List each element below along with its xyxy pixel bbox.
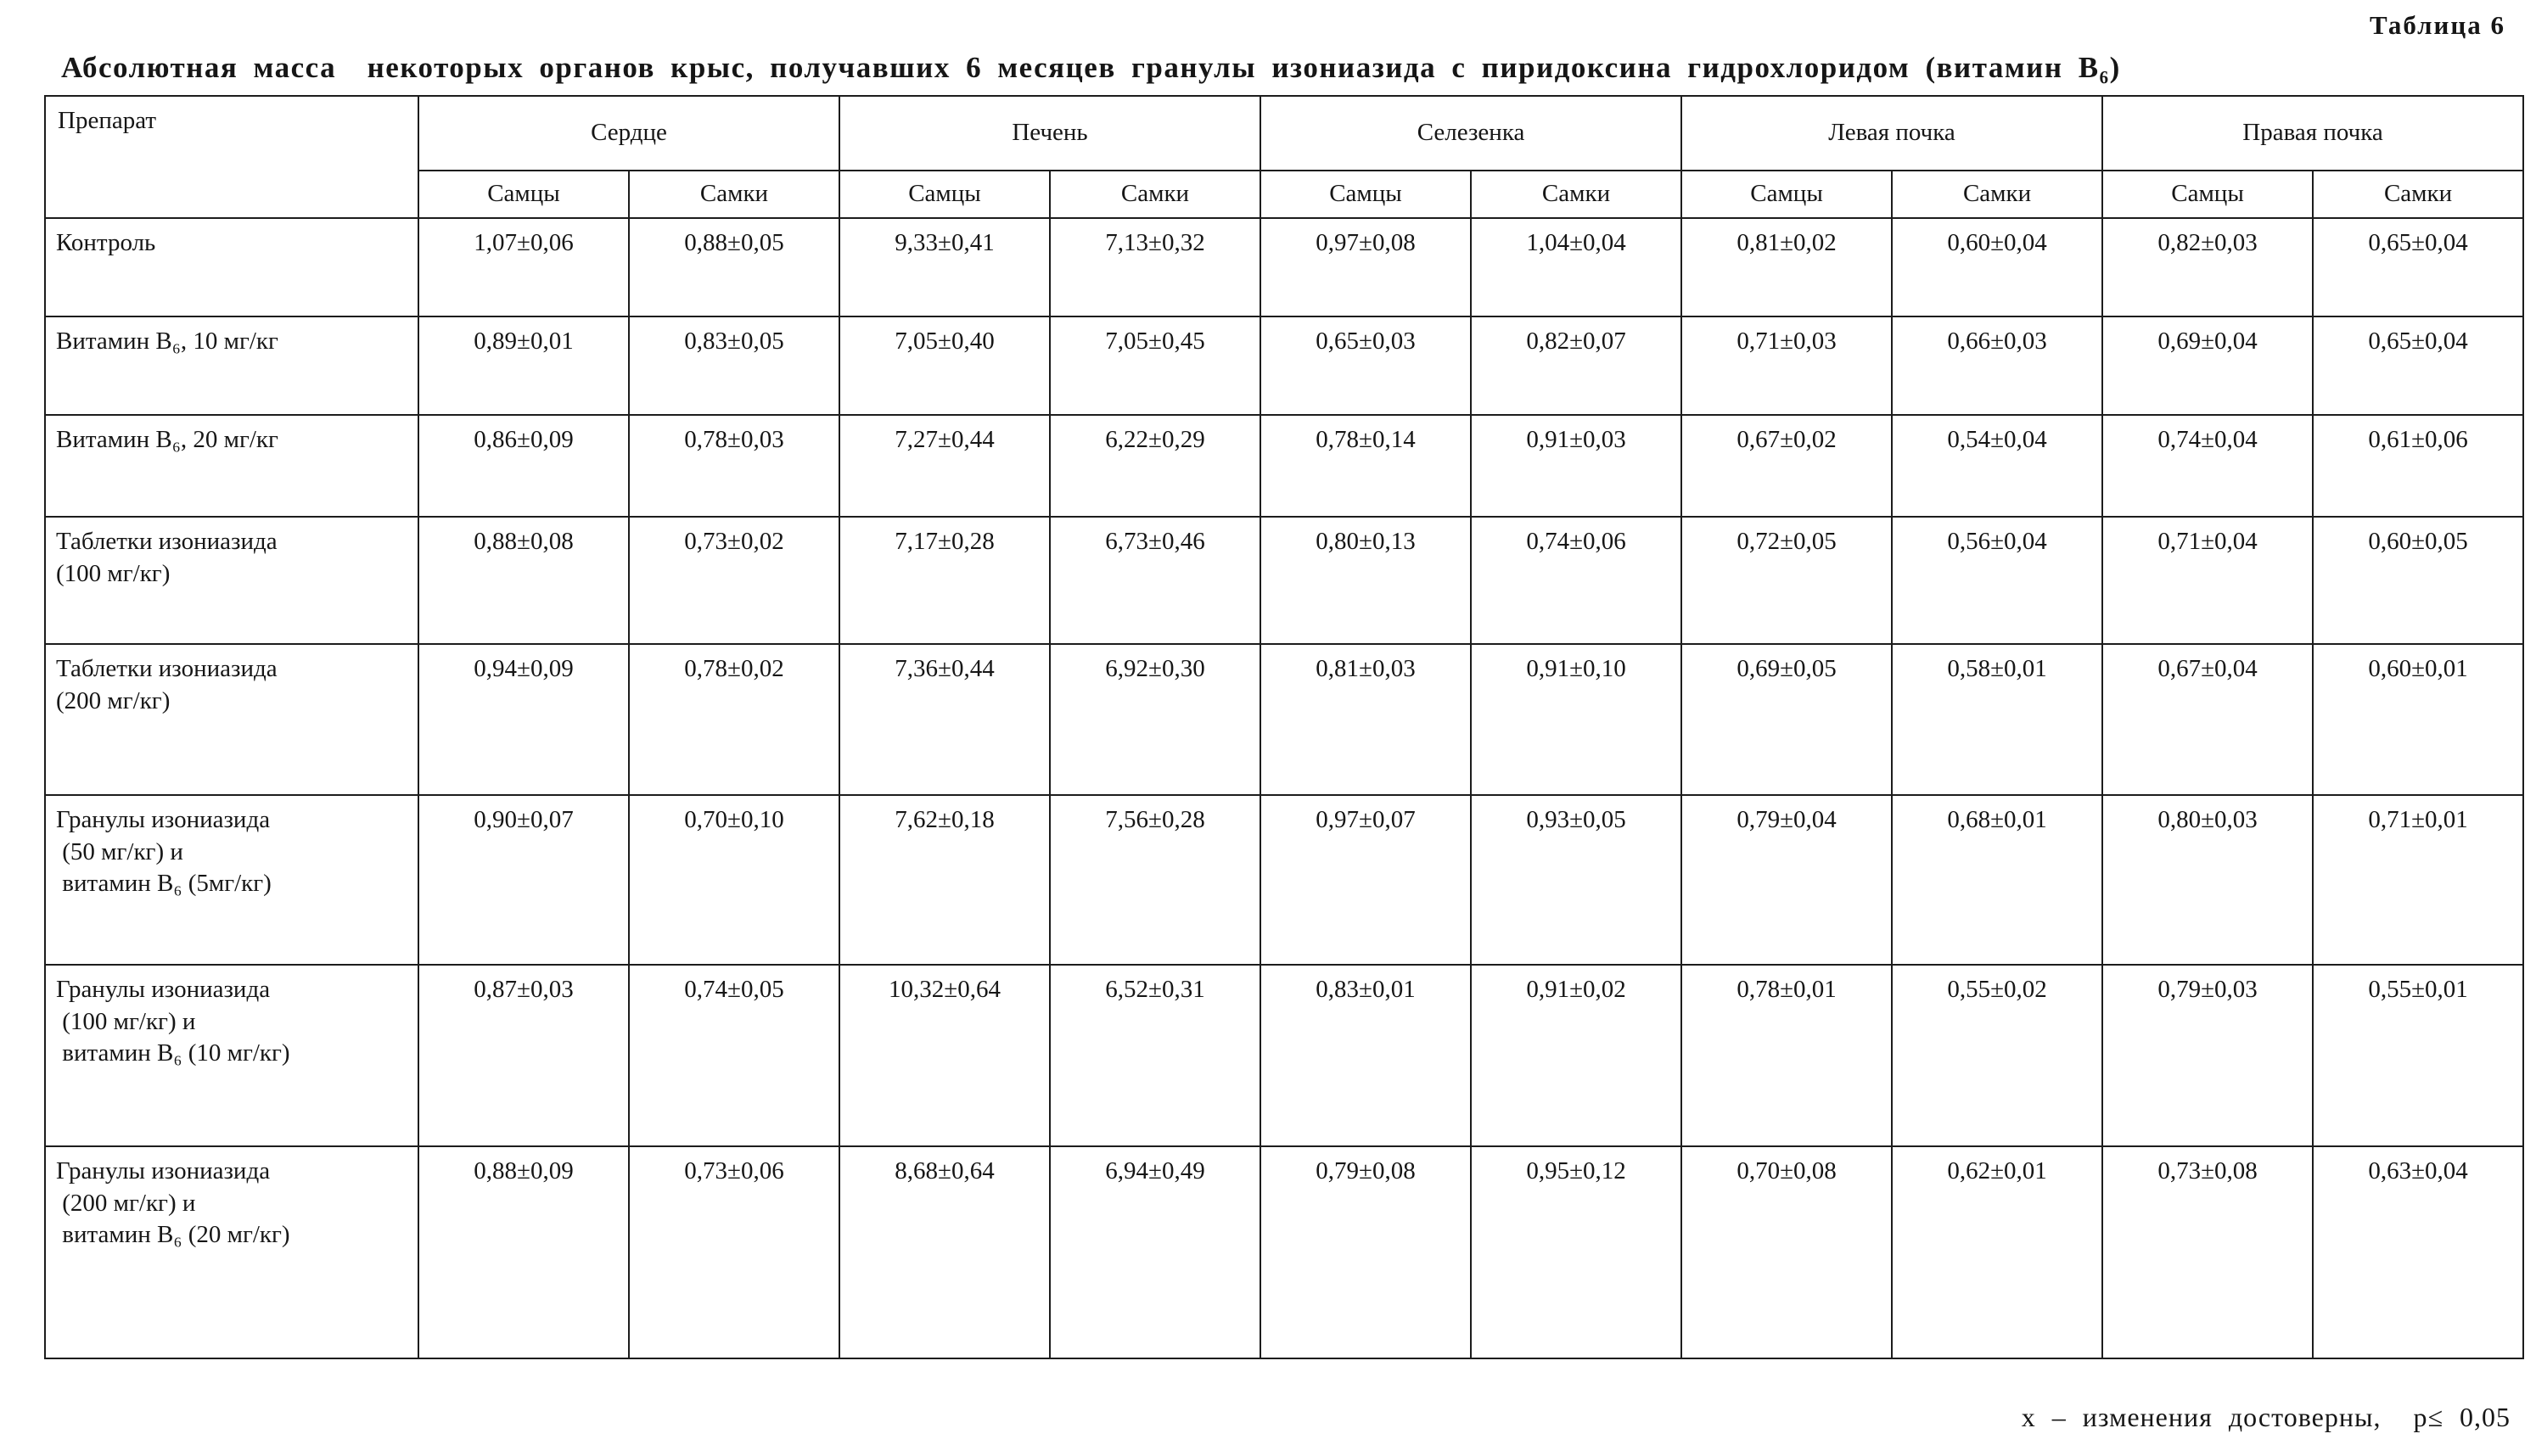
column-group-spleen: Селезенка — [1260, 96, 1681, 171]
value-cell: 0,67±0,04 — [2102, 644, 2313, 795]
table-row — [45, 517, 2523, 644]
value-cell: 0,72±0,05 — [1681, 517, 1892, 644]
table-row — [45, 218, 2523, 316]
sex-header-females: Самки — [1050, 171, 1260, 218]
table-row — [45, 1146, 2523, 1358]
value-cell: 9,33±0,41 — [839, 218, 1050, 316]
value-cell: 0,94±0,09 — [418, 644, 629, 795]
table-row — [45, 316, 2523, 415]
column-group-heart: Сердце — [418, 96, 839, 171]
value-cell: 0,70±0,10 — [629, 795, 839, 965]
sex-header-females: Самки — [1471, 171, 1681, 218]
value-cell: 0,73±0,06 — [629, 1146, 839, 1358]
value-cell: 0,55±0,01 — [2313, 965, 2523, 1146]
document-title: Абсолютная масса некоторых органов крыс, получавших 6 месяцев гранулы изониазида с пиридоксина гидрохлоридом (витамин В₆) — [61, 51, 2121, 84]
drug-name-cell: Таблетки изониазида (200 мг/кг) — [45, 644, 418, 795]
value-cell: 0,65±0,04 — [2313, 218, 2523, 316]
value-cell: 10,32±0,64 — [839, 965, 1050, 1146]
value-cell: 0,97±0,08 — [1260, 218, 1471, 316]
column-header-preparat: Препарат — [45, 96, 418, 218]
column-group-right-kidney: Правая почка — [2102, 96, 2523, 171]
value-cell: 0,74±0,05 — [629, 965, 839, 1146]
sex-header-males: Самцы — [418, 171, 629, 218]
value-cell: 0,73±0,08 — [2102, 1146, 2313, 1358]
drug-name-cell: Гранулы изониазида (100 мг/кг) и витамин В₆ (10 мг/кг) — [45, 965, 418, 1146]
value-cell: 0,91±0,10 — [1471, 644, 1681, 795]
drug-name-cell: Контроль — [45, 218, 418, 316]
value-cell: 0,83±0,05 — [629, 316, 839, 415]
drug-name-cell: Витамин В₆, 10 мг/кг — [45, 316, 418, 415]
value-cell: 0,81±0,02 — [1681, 218, 1892, 316]
value-cell: 0,62±0,01 — [1892, 1146, 2102, 1358]
column-group-liver: Печень — [839, 96, 1260, 171]
drug-name-cell: Гранулы изониазида (200 мг/кг) и витамин В₆ (20 мг/кг) — [45, 1146, 418, 1358]
value-cell: 1,04±0,04 — [1471, 218, 1681, 316]
value-cell: 0,80±0,13 — [1260, 517, 1471, 644]
drug-name-cell: Таблетки изониазида (100 мг/кг) — [45, 517, 418, 644]
value-cell: 7,05±0,40 — [839, 316, 1050, 415]
value-cell: 0,79±0,08 — [1260, 1146, 1471, 1358]
value-cell: 0,90±0,07 — [418, 795, 629, 965]
value-cell: 0,91±0,03 — [1471, 415, 1681, 517]
value-cell: 1,07±0,06 — [418, 218, 629, 316]
value-cell: 6,22±0,29 — [1050, 415, 1260, 517]
table-row — [45, 644, 2523, 795]
value-cell: 0,79±0,04 — [1681, 795, 1892, 965]
drug-name-cell: Гранулы изониазида (50 мг/кг) и витамин В₆ (5мг/кг) — [45, 795, 418, 965]
sex-header-females: Самки — [1892, 171, 2102, 218]
value-cell: 0,74±0,06 — [1471, 517, 1681, 644]
value-cell: 0,69±0,05 — [1681, 644, 1892, 795]
value-cell: 0,80±0,03 — [2102, 795, 2313, 965]
sex-header-males: Самцы — [1260, 171, 1471, 218]
value-cell: 0,71±0,03 — [1681, 316, 1892, 415]
organ-group-header-row — [45, 96, 2523, 171]
value-cell: 0,60±0,01 — [2313, 644, 2523, 795]
value-cell: 7,56±0,28 — [1050, 795, 1260, 965]
value-cell: 0,89±0,01 — [418, 316, 629, 415]
value-cell: 0,60±0,05 — [2313, 517, 2523, 644]
table-row — [45, 965, 2523, 1146]
value-cell: 0,79±0,03 — [2102, 965, 2313, 1146]
value-cell: 0,71±0,04 — [2102, 517, 2313, 644]
value-cell: 7,36±0,44 — [839, 644, 1050, 795]
value-cell: 6,92±0,30 — [1050, 644, 1260, 795]
value-cell: 0,67±0,02 — [1681, 415, 1892, 517]
value-cell: 0,97±0,07 — [1260, 795, 1471, 965]
drug-name-cell: Витамин В₆, 20 мг/кг — [45, 415, 418, 517]
value-cell: 0,54±0,04 — [1892, 415, 2102, 517]
value-cell: 0,74±0,04 — [2102, 415, 2313, 517]
value-cell: 0,68±0,01 — [1892, 795, 2102, 965]
value-cell: 6,94±0,49 — [1050, 1146, 1260, 1358]
value-cell: 6,52±0,31 — [1050, 965, 1260, 1146]
value-cell: 0,70±0,08 — [1681, 1146, 1892, 1358]
value-cell: 0,91±0,02 — [1471, 965, 1681, 1146]
value-cell: 7,27±0,44 — [839, 415, 1050, 517]
value-cell: 0,86±0,09 — [418, 415, 629, 517]
value-cell: 0,73±0,02 — [629, 517, 839, 644]
value-cell: 0,78±0,14 — [1260, 415, 1471, 517]
value-cell: 6,73±0,46 — [1050, 517, 1260, 644]
value-cell: 0,87±0,03 — [418, 965, 629, 1146]
value-cell: 0,63±0,04 — [2313, 1146, 2523, 1358]
value-cell: 0,66±0,03 — [1892, 316, 2102, 415]
sex-header-males: Самцы — [839, 171, 1050, 218]
value-cell: 0,81±0,03 — [1260, 644, 1471, 795]
value-cell: 0,61±0,06 — [2313, 415, 2523, 517]
value-cell: 0,65±0,03 — [1260, 316, 1471, 415]
value-cell: 0,71±0,01 — [2313, 795, 2523, 965]
value-cell: 0,83±0,01 — [1260, 965, 1471, 1146]
value-cell: 7,05±0,45 — [1050, 316, 1260, 415]
value-cell: 7,17±0,28 — [839, 517, 1050, 644]
table-number-label: Таблица 6 — [2370, 10, 2505, 40]
sex-header-males: Самцы — [1681, 171, 1892, 218]
sex-header-males: Самцы — [2102, 171, 2313, 218]
organ-mass-table — [44, 95, 2524, 1359]
value-cell: 0,95±0,12 — [1471, 1146, 1681, 1358]
value-cell: 0,93±0,05 — [1471, 795, 1681, 965]
value-cell: 0,56±0,04 — [1892, 517, 2102, 644]
value-cell: 0,78±0,01 — [1681, 965, 1892, 1146]
table-row — [45, 795, 2523, 965]
value-cell: 8,68±0,64 — [839, 1146, 1050, 1358]
value-cell: 0,78±0,03 — [629, 415, 839, 517]
value-cell: 0,82±0,03 — [2102, 218, 2313, 316]
value-cell: 0,55±0,02 — [1892, 965, 2102, 1146]
sex-header-females: Самки — [629, 171, 839, 218]
value-cell: 7,62±0,18 — [839, 795, 1050, 965]
sex-header-females: Самки — [2313, 171, 2523, 218]
value-cell: 0,82±0,07 — [1471, 316, 1681, 415]
value-cell: 0,88±0,09 — [418, 1146, 629, 1358]
value-cell: 0,58±0,01 — [1892, 644, 2102, 795]
value-cell: 0,69±0,04 — [2102, 316, 2313, 415]
table-row — [45, 415, 2523, 517]
value-cell: 0,60±0,04 — [1892, 218, 2102, 316]
value-cell: 7,13±0,32 — [1050, 218, 1260, 316]
significance-footnote: х – изменения достоверны, р≤ 0,05 — [2021, 1402, 2511, 1432]
value-cell: 0,88±0,08 — [418, 517, 629, 644]
value-cell: 0,78±0,02 — [629, 644, 839, 795]
column-group-left-kidney: Левая почка — [1681, 96, 2102, 171]
value-cell: 0,88±0,05 — [629, 218, 839, 316]
value-cell: 0,65±0,04 — [2313, 316, 2523, 415]
